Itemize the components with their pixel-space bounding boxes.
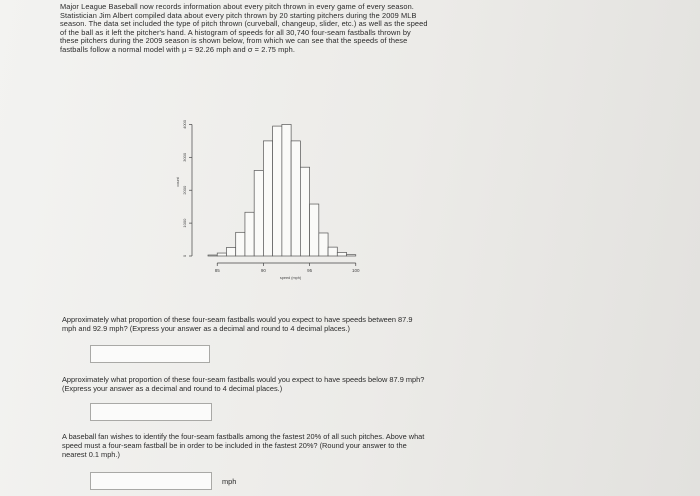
y-tick-label: 1000 [182, 218, 187, 228]
intro-line: fastballs follow a normal model with μ = 92.26 mph and σ = 2.75 mph. [60, 44, 295, 54]
speed-histogram [160, 90, 380, 290]
question-2-line: (Express your answer as a decimal and round to 4 decimal places.) [62, 383, 283, 393]
histogram-bar [254, 170, 263, 256]
answer-1-box[interactable] [90, 345, 210, 363]
question-2 [62, 376, 502, 394]
y-tick-label: 3000 [182, 152, 187, 162]
y-axis-label: count [176, 177, 180, 187]
question-3-line: speed must a four-seam fastball be in order to be included in the fastest 20%? (Round your answer to the [62, 440, 407, 450]
x-axis-label: speed (mph) [279, 276, 302, 280]
question-3-line: A baseball fan wishes to identify the four-seam fastballs among the fastest 20% of all such pitches. Above what [62, 432, 425, 441]
x-tick-label: 95 [307, 268, 313, 273]
intro-line: Statistician Jim Albert compiled data about every pitch thrown by 20 starting pitchers during the 2009 MLB [60, 10, 417, 20]
histogram-bar [337, 252, 346, 256]
question-1 [62, 316, 502, 334]
histogram-bar [282, 124, 291, 256]
histogram-bar [319, 233, 328, 256]
answer-3-input[interactable] [91, 476, 211, 492]
histogram-bar [310, 204, 319, 256]
answer-1-input[interactable] [91, 349, 209, 365]
y-tick-label: 4000 [182, 119, 187, 129]
histogram-bar [245, 212, 254, 256]
histogram-bar [208, 255, 217, 256]
question-2-line: Approximately what proportion of these four-seam fastballs would you expect to have speeds below 87.9 mph? [62, 375, 425, 384]
y-tick-label: 0 [182, 254, 187, 258]
intro-line: season. The data set included the type of pitch thrown (curveball, changeup, slider, etc.) as well as the speed [60, 19, 428, 29]
histogram-bar [347, 255, 356, 256]
question-1-line: Approximately what proportion of these four-seam fastballs would you expect to have speeds between 87.9 [62, 315, 413, 324]
intro-line: these pitchers during the 2009 season is shown below, from which we can see that the speeds of these [60, 36, 408, 46]
histogram-bar [236, 232, 245, 256]
question-3 [62, 433, 502, 459]
x-tick-label: 100 [352, 268, 360, 273]
answer-3-unit: mph [222, 477, 237, 486]
histogram-bar [291, 141, 300, 256]
answer-2-input[interactable] [91, 407, 211, 423]
histogram-bar [328, 247, 337, 256]
x-tick-label: 90 [260, 268, 266, 273]
histogram-bar [263, 141, 272, 256]
histogram-bar [273, 126, 282, 256]
histogram-bar [300, 167, 309, 256]
x-tick-label: 85 [214, 268, 220, 273]
histogram-svg [160, 90, 380, 290]
answer-2-box[interactable] [90, 403, 212, 421]
problem-intro [60, 3, 500, 55]
intro-line: of the ball as it left the pitcher's hand. A histogram of speeds for all 30,740 four-seam fastballs thrown by [60, 27, 411, 37]
y-tick-label: 2000 [182, 185, 187, 195]
answer-3-box[interactable] [90, 472, 212, 490]
histogram-bar [226, 247, 235, 256]
question-1-line: mph and 92.9 mph? (Express your answer as a decimal and round to 4 decimal places.) [62, 323, 350, 333]
intro-line: Major League Baseball now records information about every pitch thrown in every game of every season. [60, 2, 414, 11]
histogram-bar [217, 253, 226, 256]
question-3-line: nearest 0.1 mph.) [62, 449, 120, 459]
